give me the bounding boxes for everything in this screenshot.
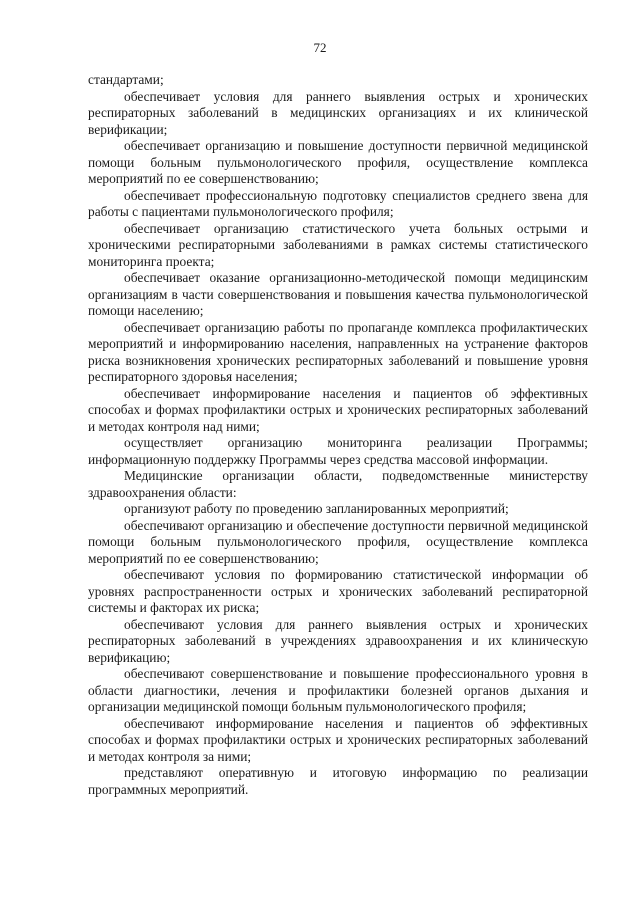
- paragraph: обеспечивают совершенствование и повышение профессионального уровня в области диагностики, лечения и профилактики болезней органов дыхания и организации медицинской помощи больным пульмонологического профиля;: [88, 666, 588, 714]
- paragraph: организуют работу по проведению запланированных мероприятий;: [124, 501, 509, 516]
- paragraph: представляют оперативную и итоговую информацию по реализации программных мероприятий.: [88, 765, 588, 797]
- paragraph: обеспечивает организацию статистического учета больных острыми и хроническими респираторными заболеваниями в рамках системы статистического мониторинга проекта;: [88, 220, 588, 269]
- paragraph: обеспечивает организацию работы по пропаганде комплекса профилактических мероприятий и информированию населения, направленных на устранение факторов риска возникновения хронических респираторных заболеваний и повышение уровня респираторного здоровья населения;: [88, 319, 588, 384]
- page-number: 72: [313, 40, 327, 55]
- paragraph: Медицинские организации области, подведомственные министерству здравоохранения области:: [88, 468, 588, 500]
- paragraph: стандартами;: [88, 72, 164, 87]
- paragraph: обеспечивает профессиональную подготовку специалистов среднего звена для работы с пациентами пульмонологического профиля;: [88, 187, 588, 219]
- document-body: [88, 72, 588, 798]
- paragraph: обеспечивает оказание организационно-методической помощи медицинским организациям в части совершенствования и повышения качества пульмонологической помощи населению;: [88, 270, 588, 318]
- paragraph: обеспечивают условия по формированию статистической информации об уровнях распространенности острых и хронических заболеваний респираторной системы и факторах их риска;: [88, 567, 588, 615]
- paragraph: обеспечивают организацию и обеспечение доступности первичной медицинской помощи больным пульмонологического профиля, осуществление комплекса мероприятий по ее совершенствованию;: [88, 517, 588, 566]
- paragraph: обеспечивает условия для раннего выявления острых и хронических респираторных заболеваний в медицинских организациях и их клинической верификации;: [88, 88, 588, 137]
- paragraph: обеспечивает информирование населения и пациентов об эффективных способах и формах профилактики острых и хронических респираторных заболеваний и методах контроля над ними;: [88, 385, 588, 434]
- paragraph: обеспечивают информирование населения и пациентов об эффективных способах и формах профилактики острых и хронических респираторных заболеваний и методах контроля за ними;: [88, 715, 588, 764]
- paragraph: осуществляет организацию мониторинга реализации Программы; информационную поддержку Программы через средства массовой информации.: [88, 435, 588, 467]
- paragraph: обеспечивают условия для раннего выявления острых и хронических респираторных заболеваний в учреждениях здравоохранения и их клиническую верификацию;: [88, 616, 588, 665]
- paragraph: обеспечивает организацию и повышение доступности первичной медицинской помощи больным пульмонологического профиля, осуществление комплекса мероприятий по ее совершенствованию;: [88, 138, 588, 186]
